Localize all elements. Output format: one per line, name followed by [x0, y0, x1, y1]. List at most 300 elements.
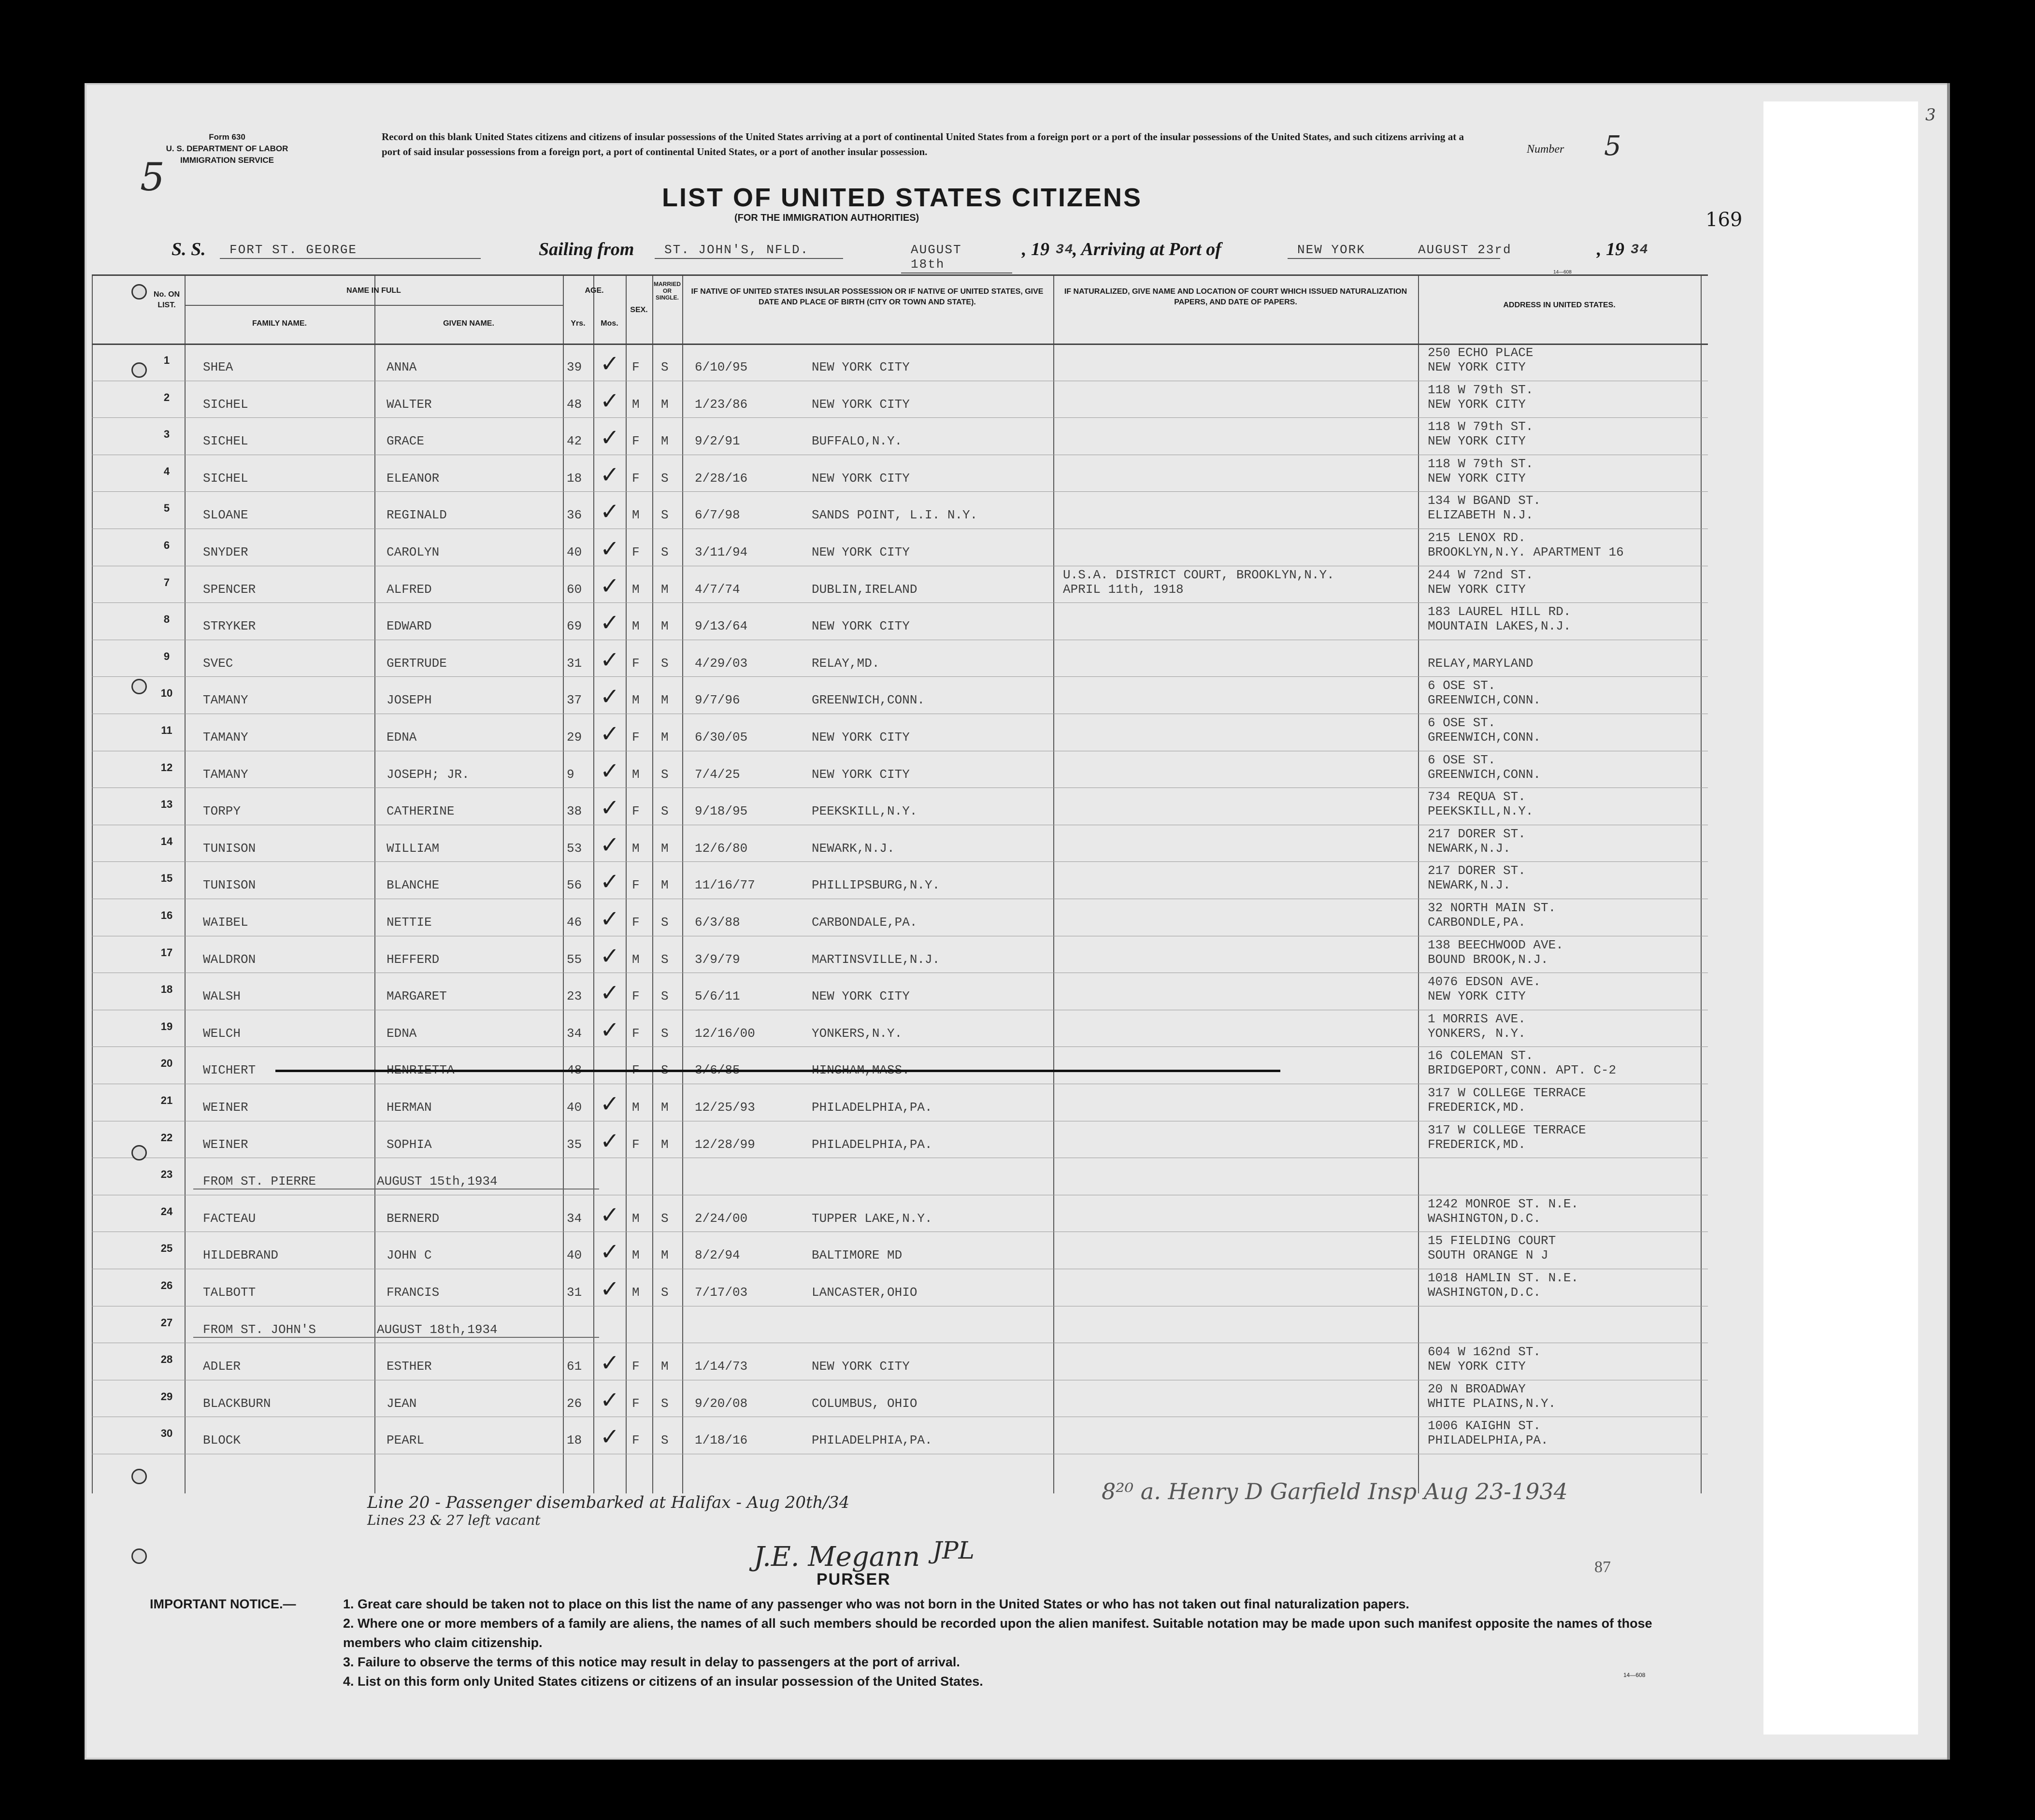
address-city: FREDERICK,MD. — [1428, 1100, 1526, 1115]
check-mark: ✓ — [600, 572, 620, 600]
table-row — [92, 1084, 1708, 1121]
header-family-name: FAMILY NAME. — [252, 319, 307, 328]
check-mark: ✓ — [600, 609, 620, 637]
arrival-year-prefix: , 19 — [1597, 239, 1624, 259]
check-mark: ✓ — [600, 646, 620, 674]
given-name: ALFRED — [387, 582, 432, 597]
notice-item-1: 1. Great care should be taken not to place on this list the name of any passenger who was not born in the United States or who has not taken out final naturalization papers. — [343, 1597, 1409, 1611]
row-number: 27 — [160, 1316, 173, 1329]
marital-status: M — [661, 1359, 669, 1374]
address-city: NEW YORK CITY — [1428, 434, 1526, 449]
check-mark: ✓ — [600, 424, 620, 452]
birth-place: NEW YORK CITY — [812, 767, 910, 782]
address-city: NEWARK,N.J. — [1428, 841, 1511, 856]
table-row — [92, 381, 1708, 418]
family-name: TALBOTT — [203, 1285, 256, 1300]
family-name: FACTEAU — [203, 1211, 256, 1226]
arrival-date: AUGUST 23rd — [1418, 243, 1512, 257]
marital-status: M — [661, 1248, 669, 1263]
marital-status: M — [661, 878, 669, 893]
table-row — [92, 973, 1708, 1010]
check-mark: ✓ — [600, 1275, 620, 1303]
age-years: 35 — [567, 1137, 582, 1152]
family-name: WAIBEL — [203, 915, 248, 930]
ss-label: S. S. — [172, 239, 206, 259]
address-city: BOUND BROOK,N.J. — [1428, 952, 1548, 967]
check-mark: ✓ — [600, 683, 620, 711]
birth-date: 1/23/86 — [695, 397, 748, 412]
given-name: BERNERD — [387, 1211, 440, 1226]
check-mark: ✓ — [600, 942, 620, 970]
birth-place: LANCASTER,OHIO — [812, 1285, 917, 1300]
family-name: WEINER — [203, 1137, 248, 1152]
address-street: 215 LENOX RD. — [1428, 530, 1526, 545]
given-name: SOPHIA — [387, 1137, 432, 1152]
row-number: 24 — [160, 1205, 173, 1218]
address-street: 217 DORER ST. — [1428, 863, 1526, 878]
family-name: ADLER — [203, 1359, 241, 1374]
table-row — [92, 1232, 1708, 1269]
row-20-strikethrough — [275, 1070, 1280, 1072]
given-name: JEAN — [387, 1396, 417, 1411]
address-street: 118 W 79th ST. — [1428, 382, 1533, 397]
row-number: 9 — [163, 650, 170, 662]
marital-status: M — [661, 1137, 669, 1152]
given-name: EDWARD — [387, 619, 432, 634]
small-form-code: 14—608 — [1553, 270, 1572, 275]
header-no: No. ON LIST. — [153, 290, 180, 309]
row-number: 3 — [163, 428, 170, 441]
birth-place: NEW YORK CITY — [812, 397, 910, 412]
side-number: 87 — [1594, 1558, 1611, 1576]
birth-date: 6/10/95 — [695, 360, 748, 374]
check-mark: ✓ — [600, 498, 620, 526]
table-row — [92, 714, 1708, 751]
age-years: 46 — [567, 915, 582, 930]
check-mark: ✓ — [600, 1238, 620, 1266]
check-mark: ✓ — [600, 979, 620, 1007]
row-number: 13 — [160, 798, 173, 811]
arrival-year: 34 — [1631, 243, 1649, 258]
rule — [185, 305, 563, 306]
binder-hole — [131, 1145, 147, 1161]
binder-hole — [131, 1469, 147, 1484]
age-years: 48 — [567, 397, 582, 412]
address-city: RELAY,MARYLAND — [1428, 656, 1533, 671]
address-city: WHITE PLAINS,N.Y. — [1428, 1396, 1556, 1411]
address-street: 1 MORRIS AVE. — [1428, 1011, 1526, 1026]
address-street: 118 W 79th ST. — [1428, 419, 1533, 434]
row-number: 29 — [160, 1390, 173, 1403]
row-number: 8 — [163, 613, 170, 626]
sex: F — [632, 915, 640, 930]
family-name: TAMANY — [203, 767, 248, 782]
age-years: 60 — [567, 582, 582, 597]
family-name: SHEA — [203, 360, 233, 374]
table-row — [92, 602, 1708, 640]
row-number: 11 — [161, 724, 172, 736]
age-years: 55 — [567, 952, 582, 967]
sex: F — [632, 1026, 640, 1041]
sex: M — [632, 397, 640, 412]
birth-place: NEW YORK CITY — [812, 989, 910, 1004]
age-years: 56 — [567, 878, 582, 893]
sex: F — [632, 878, 640, 893]
given-name: EDNA — [387, 730, 417, 745]
family-name: FROM ST. PIERRE — [203, 1174, 316, 1189]
address-street: 217 DORER ST. — [1428, 826, 1526, 841]
address-street: 1018 HAMLIN ST. N.E. — [1428, 1271, 1579, 1285]
address-city: GREENWICH,CONN. — [1428, 767, 1541, 782]
birth-date: 4/7/74 — [695, 582, 740, 597]
arriving-label: , Arriving at Port of — [1073, 239, 1221, 259]
row-number: 7 — [163, 576, 170, 588]
check-mark: ✓ — [600, 1090, 620, 1118]
address-street: 183 LAUREL HILL RD. — [1428, 604, 1571, 619]
page-title: LIST OF UNITED STATES CITIZENS — [662, 183, 1142, 212]
note-lines-vacant: Lines 23 & 27 left vacant — [367, 1512, 541, 1528]
family-name: SPENCER — [203, 582, 256, 597]
marital-status: M — [661, 841, 669, 856]
birth-place: CARBONDALE,PA. — [812, 915, 917, 930]
age-years: 37 — [567, 693, 582, 708]
given-name: JOHN C — [387, 1248, 432, 1263]
birth-place: NEW YORK CITY — [812, 360, 910, 374]
heading-underline — [193, 1337, 599, 1338]
birth-date: 3/11/94 — [695, 545, 748, 559]
sex: M — [632, 582, 640, 597]
row-number: 19 — [160, 1020, 173, 1032]
age-years: 18 — [567, 1433, 582, 1448]
sailing-from-port: ST. JOHN'S, NFLD. — [655, 243, 843, 259]
family-name: TUNISON — [203, 841, 256, 856]
marital-status: S — [661, 989, 669, 1004]
age-years: 26 — [567, 1396, 582, 1411]
header-married-single: MARRIED OR SINGLE. — [654, 281, 681, 301]
purser-label: PURSER — [817, 1570, 891, 1589]
sex: F — [632, 434, 640, 449]
age-years: 69 — [567, 619, 582, 634]
ship-details-line — [172, 239, 1669, 275]
given-name: ANNA — [387, 360, 417, 374]
address-city: NEWARK,N.J. — [1428, 878, 1511, 893]
ship-name: FORT ST. GEORGE — [220, 243, 481, 259]
birth-date: 5/6/11 — [695, 989, 740, 1004]
purser-signature: J.E. Megann — [754, 1541, 920, 1573]
table-row — [92, 1010, 1708, 1047]
given-name: BLANCHE — [387, 878, 440, 893]
family-name: SICHEL — [203, 471, 248, 486]
notice-item-4: 4. List on this form only United States citizens or citizens of an insular possession of the United States. — [343, 1674, 983, 1689]
address-street: 134 W BGAND ST. — [1428, 493, 1541, 508]
sex: M — [632, 841, 640, 856]
address-city: WASHINGTON,D.C. — [1428, 1285, 1541, 1300]
check-mark: ✓ — [600, 350, 620, 377]
birth-date: 2/24/00 — [695, 1211, 748, 1226]
notice-lead: IMPORTANT NOTICE.— — [150, 1597, 296, 1611]
page-margin-strip — [1763, 101, 1918, 1734]
header-given-name: GIVEN NAME. — [443, 319, 494, 328]
address-city: CARBONDLE,PA. — [1428, 915, 1526, 930]
given-name: GRACE — [387, 434, 425, 449]
column-headers — [92, 276, 1708, 345]
age-years: 34 — [567, 1211, 582, 1226]
sex: F — [632, 1137, 640, 1152]
header-age: AGE. — [585, 287, 604, 295]
table-row — [92, 1269, 1708, 1306]
sex: M — [632, 1100, 640, 1115]
address-city: YONKERS, N.Y. — [1428, 1026, 1526, 1041]
address-city: ELIZABETH N.J. — [1428, 508, 1533, 523]
birth-place: DUBLIN,IRELAND — [812, 582, 917, 597]
page-edge — [1947, 83, 1950, 1760]
birth-date: 1/18/16 — [695, 1433, 748, 1448]
row-number: 20 — [160, 1057, 173, 1070]
given-name: WILLIAM — [387, 841, 440, 856]
birth-date: 4/29/03 — [695, 656, 748, 671]
family-name: TORPY — [203, 804, 241, 819]
given-name: REGINALD — [387, 508, 447, 523]
marital-status: M — [661, 397, 669, 412]
birth-place: PHILADELPHIA,PA. — [812, 1100, 932, 1115]
family-name: STRYKER — [203, 619, 256, 634]
given-name: GERTRUDE — [387, 656, 447, 671]
sailing-year: 34 — [1056, 243, 1074, 258]
given-name: JOSEPH — [387, 693, 432, 708]
birth-date: 1/14/73 — [695, 1359, 748, 1374]
birth-date: 3/9/79 — [695, 952, 740, 967]
address-street: 6 OSE ST. — [1428, 752, 1496, 767]
address-street: 1006 KAIGHN ST. — [1428, 1419, 1541, 1433]
form-identifier — [145, 131, 309, 166]
address-street: 317 W COLLEGE TERRACE — [1428, 1122, 1586, 1137]
arrival-port: NEW YORK — [1288, 243, 1500, 259]
birth-date: 9/7/96 — [695, 693, 740, 708]
age-years: 39 — [567, 360, 582, 374]
birth-place: RELAY,MD. — [812, 656, 880, 671]
check-mark: ✓ — [600, 461, 620, 488]
row-number: 17 — [160, 946, 173, 959]
given-name: MARGARET — [387, 989, 447, 1004]
table-row — [92, 529, 1708, 566]
birth-date: 2/28/16 — [695, 471, 748, 486]
address-street: 118 W 79th ST. — [1428, 456, 1533, 471]
header-yrs: Yrs. — [571, 319, 586, 328]
table-row — [92, 751, 1708, 788]
birth-place: NEW YORK CITY — [812, 730, 910, 745]
address-street: 1242 MONROE ST. N.E. — [1428, 1196, 1579, 1211]
marital-status: S — [661, 952, 669, 967]
address-city: BROOKLYN,N.Y. APARTMENT 16 — [1428, 545, 1624, 559]
service-name: IMMIGRATION SERVICE — [180, 156, 274, 165]
table-row — [92, 861, 1708, 899]
given-name: ELEANOR — [387, 471, 440, 486]
row-number: 10 — [160, 687, 173, 700]
notice-item-3: 3. Failure to observe the terms of this notice may result in delay to passengers at the port of arrival. — [343, 1655, 960, 1669]
form-code: 14—608 — [1623, 1672, 1646, 1678]
birth-date: 6/7/98 — [695, 508, 740, 523]
form-number: Form 630 — [209, 132, 245, 142]
birth-place: SANDS POINT, L.I. N.Y. — [812, 508, 978, 523]
given-name: HEFFERD — [387, 952, 440, 967]
birth-place: COLUMBUS, OHIO — [812, 1396, 917, 1411]
family-name: FROM ST. JOHN'S — [203, 1322, 316, 1337]
table-row — [92, 344, 1708, 381]
row-number: 16 — [160, 909, 173, 921]
address-street: 317 W COLLEGE TERRACE — [1428, 1086, 1586, 1100]
birth-place: YONKERS,N.Y. — [812, 1026, 903, 1041]
age-years: 23 — [567, 989, 582, 1004]
birth-place: NEW YORK CITY — [812, 545, 910, 559]
check-mark: ✓ — [600, 1349, 620, 1377]
given-name: PEARL — [387, 1433, 425, 1448]
sex: F — [632, 730, 640, 745]
row-number: 26 — [160, 1279, 173, 1291]
age-years: 18 — [567, 471, 582, 486]
birth-place: NEWARK,N.J. — [812, 841, 895, 856]
row-number: 6 — [163, 539, 170, 551]
row-number: 14 — [160, 835, 173, 847]
address-street: 604 W 162nd ST. — [1428, 1345, 1541, 1360]
sex: F — [632, 989, 640, 1004]
given-name: FRANCIS — [387, 1285, 440, 1300]
sailing-date: AUGUST 18th — [901, 243, 1012, 273]
given-name: HERMAN — [387, 1100, 432, 1115]
marital-status: S — [661, 1433, 669, 1448]
given-name: JOSEPH; JR. — [387, 767, 470, 782]
birth-place: NEW YORK CITY — [812, 1359, 910, 1374]
birth-date: 11/16/77 — [695, 878, 755, 893]
header-naturalized: IF NATURALIZED, GIVE NAME AND LOCATION OF COURT WHICH ISSUED NATURALIZATION PAPERS, AND DATE OF PAPERS. — [1064, 287, 1407, 306]
birth-place: MARTINSVILLE,N.J. — [812, 952, 940, 967]
row-number: 30 — [160, 1427, 173, 1440]
row-number: 1 — [163, 354, 170, 366]
header-address: ADDRESS IN UNITED STATES. — [1503, 301, 1616, 309]
sex: M — [632, 508, 640, 523]
birth-date: 9/20/08 — [695, 1396, 748, 1411]
table-row — [92, 1121, 1708, 1159]
table-row — [92, 788, 1708, 825]
age-years: 29 — [567, 730, 582, 745]
sex: M — [632, 767, 640, 782]
family-name: BLOCK — [203, 1433, 241, 1448]
family-name: HILDEBRAND — [203, 1248, 279, 1263]
marital-status: S — [661, 656, 669, 671]
check-mark: ✓ — [600, 831, 620, 859]
naturalization-court: U.S.A. DISTRICT COURT, BROOKLYN,N.Y. — [1063, 567, 1334, 582]
sex: F — [632, 471, 640, 486]
family-name: SICHEL — [203, 434, 248, 449]
marital-status: M — [661, 693, 669, 708]
address-street: 734 REQUA ST. — [1428, 789, 1526, 804]
given-name: CAROLYN — [387, 545, 440, 559]
address-city: GREENWICH,CONN. — [1428, 730, 1541, 745]
sex: F — [632, 1433, 640, 1448]
binder-hole — [131, 284, 147, 300]
sailing-year-prefix: , 19 — [1022, 239, 1049, 259]
birth-date: 12/16/00 — [695, 1026, 755, 1041]
number-value: 5 — [1604, 130, 1621, 162]
sex: F — [632, 804, 640, 819]
birth-place: GREENWICH,CONN. — [812, 693, 925, 708]
table-row — [92, 455, 1708, 492]
birth-place: NEW YORK CITY — [812, 619, 910, 634]
sex: M — [632, 1211, 640, 1226]
age-years: 53 — [567, 841, 582, 856]
table-row — [92, 899, 1708, 936]
marital-status: S — [661, 1211, 669, 1226]
binder-hole — [131, 679, 147, 694]
row-number: 21 — [160, 1094, 173, 1106]
given-name: AUGUST 15th,1934 — [377, 1174, 498, 1189]
marital-status: S — [661, 915, 669, 930]
address-street: 138 BEECHWOOD AVE. — [1428, 937, 1563, 952]
check-mark: ✓ — [600, 535, 620, 562]
birth-date: 12/6/80 — [695, 841, 748, 856]
naturalization-date: APRIL 11th, 1918 — [1063, 582, 1184, 597]
header-mos: Mos. — [601, 319, 618, 328]
sex: F — [632, 1396, 640, 1411]
birth-place: BALTIMORE MD — [812, 1248, 903, 1263]
given-name: AUGUST 18th,1934 — [377, 1322, 498, 1337]
check-mark: ✓ — [600, 387, 620, 415]
age-years: 40 — [567, 1100, 582, 1115]
sex: M — [632, 619, 640, 634]
sex: F — [632, 545, 640, 559]
address-street: 6 OSE ST. — [1428, 716, 1496, 730]
marital-status: M — [661, 730, 669, 745]
address-city: NEW YORK CITY — [1428, 989, 1526, 1004]
initials: JPL — [932, 1536, 975, 1564]
age-years: 38 — [567, 804, 582, 819]
sex: F — [632, 656, 640, 671]
marital-status: M — [661, 619, 669, 634]
handwritten-notes — [367, 1493, 849, 1528]
given-name: WALTER — [387, 397, 432, 412]
sailing-from-label: Sailing from — [539, 239, 634, 259]
family-name: TAMANY — [203, 693, 248, 708]
address-city: GREENWICH,CONN. — [1428, 693, 1541, 708]
birth-place: BUFFALO,N.Y. — [812, 434, 903, 449]
intro-text: Record on this blank United States citizens and citizens of insular possessions of the United States arriving at a port of continental United States from a foreign port or a port of the insular possessions of the United States, and such citizens arriving at a port of said insular possessions from a foreign port, a port of continental United States, or a port of another insular possession. — [382, 131, 1464, 158]
number-label: Number — [1527, 143, 1564, 156]
address-city: MOUNTAIN LAKES,N.J. — [1428, 619, 1571, 634]
given-name: EDNA — [387, 1026, 417, 1041]
birth-place: NEW YORK CITY — [812, 471, 910, 486]
row-number: 12 — [160, 761, 173, 774]
address-street: 16 COLEMAN ST. — [1428, 1048, 1533, 1063]
table-row — [92, 417, 1708, 455]
birth-place: TUPPER LAKE,N.Y. — [812, 1211, 932, 1226]
family-name: WALDRON — [203, 952, 256, 967]
address-street: 20 N BROADWAY — [1428, 1381, 1526, 1396]
family-name: TUNISON — [203, 878, 256, 893]
marital-status: M — [661, 434, 669, 449]
sex: F — [632, 360, 640, 374]
table-row — [92, 1306, 1708, 1344]
notice-item-2: 2. Where one or more members of a family are aliens, the names of all such members should be recorded upon the alien manifest. Suitable notation may be made upon such manifest opposite the names of those members who claim citizenship. — [343, 1616, 1652, 1650]
family-name: WEINER — [203, 1100, 248, 1115]
corner-handwritten-number: 5 — [140, 155, 165, 200]
check-mark: ✓ — [600, 1201, 620, 1229]
address-street: 15 FIELDING COURT — [1428, 1233, 1556, 1248]
birth-date: 9/18/95 — [695, 804, 748, 819]
inspector-signature: 8²⁰ a. Henry D Garfield Insp Aug 23-1934 — [1102, 1478, 1568, 1505]
marital-status: S — [661, 471, 669, 486]
header-sex: SEX. — [630, 306, 648, 314]
binder-hole — [131, 1548, 147, 1564]
birth-date: 9/2/91 — [695, 434, 740, 449]
